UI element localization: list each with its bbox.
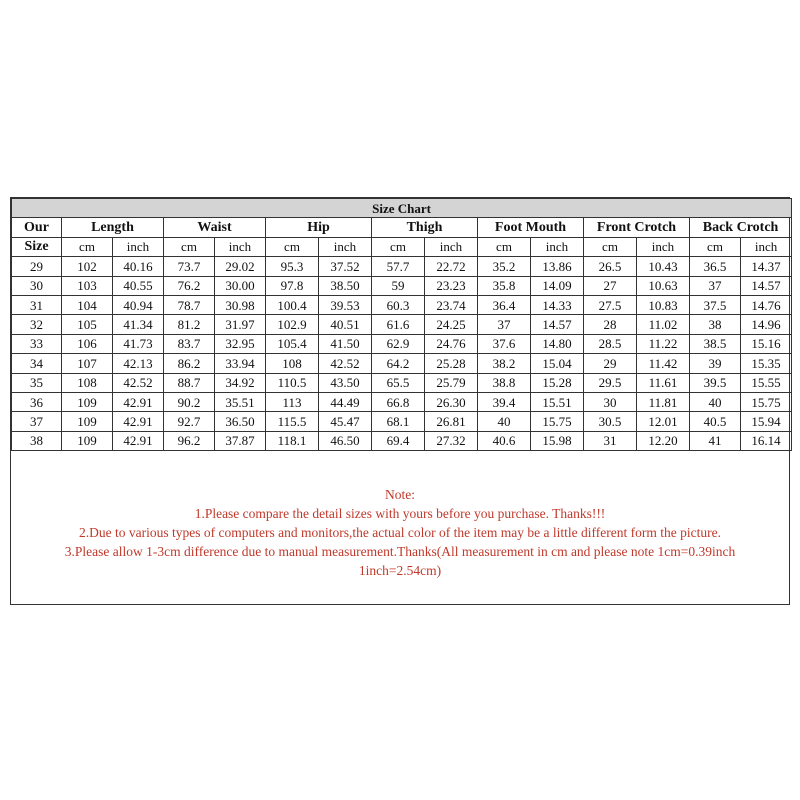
measurement-cell: 37.87 [215,431,266,450]
measurement-cell: 15.28 [531,373,584,392]
measurement-cell: 31 [584,431,637,450]
measurement-cell: 100.4 [266,295,319,314]
measurement-cell: 65.5 [372,373,425,392]
measurement-cell: 34.92 [215,373,266,392]
table-row [12,431,792,450]
measurement-cell: 57.7 [372,257,425,276]
measurement-cell: 15.75 [741,392,792,411]
unit-cm: cm [690,237,741,256]
measurement-cell: 37 [690,276,741,295]
unit-cm: cm [372,237,425,256]
measurement-cell: 61.6 [372,315,425,334]
measurement-cell: 11.61 [637,373,690,392]
measurement-cell: 41 [690,431,741,450]
measurement-cell: 27.5 [584,295,637,314]
measurement-cell: 42.91 [113,392,164,411]
measurement-cell: 11.42 [637,354,690,373]
measurement-cell: 39.5 [690,373,741,392]
size-cell: 34 [12,354,62,373]
header-length: Length [62,218,164,237]
unit-cm: cm [62,237,113,256]
measurement-cell: 10.43 [637,257,690,276]
measurement-cell: 68.1 [372,412,425,431]
measurement-cell: 81.2 [164,315,215,334]
measurement-cell: 40.94 [113,295,164,314]
measurement-cell: 27 [584,276,637,295]
measurement-cell: 14.09 [531,276,584,295]
measurement-cell: 97.8 [266,276,319,295]
measurement-cell: 73.7 [164,257,215,276]
measurement-cell: 109 [62,412,113,431]
measurement-cell: 15.35 [741,354,792,373]
unit-inch: inch [113,237,164,256]
measurement-cell: 35.51 [215,392,266,411]
measurement-cell: 15.55 [741,373,792,392]
measurement-cell: 90.2 [164,392,215,411]
measurement-cell: 36.4 [478,295,531,314]
measurement-cell: 83.7 [164,334,215,353]
unit-cm: cm [478,237,531,256]
measurement-cell: 30.5 [584,412,637,431]
unit-cm: cm [164,237,215,256]
measurement-cell: 105.4 [266,334,319,353]
measurement-cell: 38 [690,315,741,334]
measurement-cell: 22.72 [425,257,478,276]
measurement-cell: 27.32 [425,431,478,450]
measurement-cell: 66.8 [372,392,425,411]
measurement-cell: 29.5 [584,373,637,392]
measurement-cell: 31.97 [215,315,266,334]
measurement-cell: 16.14 [741,431,792,450]
measurement-cell: 108 [266,354,319,373]
measurement-cell: 40.5 [690,412,741,431]
measurement-cell: 106 [62,334,113,353]
table-row [12,334,792,353]
measurement-cell: 115.5 [266,412,319,431]
measurement-cell: 108 [62,373,113,392]
measurement-cell: 40.55 [113,276,164,295]
measurement-cell: 40.6 [478,431,531,450]
header-foot-mouth: Foot Mouth [478,218,584,237]
measurement-cell: 30.00 [215,276,266,295]
measurement-cell: 102.9 [266,315,319,334]
measurement-cell: 78.7 [164,295,215,314]
measurement-cell: 10.83 [637,295,690,314]
measurement-cell: 35.2 [478,257,531,276]
note-line-4: 1inch=2.54cm) [358,563,442,578]
measurement-cell: 40.51 [319,315,372,334]
measurement-cell: 37 [478,315,531,334]
table-row [12,412,792,431]
measurement-cell: 28.5 [584,334,637,353]
measurement-cell: 29 [584,354,637,373]
measurement-cell: 43.50 [319,373,372,392]
measurement-cell: 44.49 [319,392,372,411]
measurement-cell: 26.30 [425,392,478,411]
table-row [12,354,792,373]
unit-cm: cm [266,237,319,256]
measurement-cell: 42.13 [113,354,164,373]
measurement-cell: 42.91 [113,412,164,431]
measurement-cell: 15.98 [531,431,584,450]
measurement-cell: 25.79 [425,373,478,392]
measurement-cell: 12.01 [637,412,690,431]
measurement-cell: 14.37 [741,257,792,276]
measurement-cell: 14.80 [531,334,584,353]
measurement-cell: 38.50 [319,276,372,295]
measurement-cell: 88.7 [164,373,215,392]
measurement-cell: 37.5 [690,295,741,314]
header-waist: Waist [164,218,266,237]
measurement-cell: 23.23 [425,276,478,295]
unit-inch: inch [319,237,372,256]
measurement-cell: 39 [690,354,741,373]
table-row [12,257,792,276]
measurement-cell: 38.8 [478,373,531,392]
measurement-cell: 33.94 [215,354,266,373]
note-heading: Note: [385,487,415,502]
measurement-cell: 36.5 [690,257,741,276]
note-line-1: 1.Please compare the detail sizes with yours before you purchase. Thanks!!! [194,506,606,521]
measurement-cell: 40 [478,412,531,431]
measurement-cell: 39.53 [319,295,372,314]
size-cell: 35 [12,373,62,392]
measurement-cell: 104 [62,295,113,314]
measurement-cell: 38.2 [478,354,531,373]
measurement-cell: 15.51 [531,392,584,411]
size-cell: 32 [12,315,62,334]
measurement-cell: 26.5 [584,257,637,276]
measurement-cell: 11.81 [637,392,690,411]
measurement-cell: 45.47 [319,412,372,431]
table-row [12,373,792,392]
measurement-cell: 14.57 [531,315,584,334]
table-row [12,315,792,334]
measurement-cell: 41.50 [319,334,372,353]
measurement-cell: 24.25 [425,315,478,334]
note-section [11,485,789,580]
size-cell: 38 [12,431,62,450]
header-hip: Hip [266,218,372,237]
measurement-cell: 15.04 [531,354,584,373]
note-line-2: 2.Due to various types of computers and monitors,the actual color of the item may be a little different form the picture. [79,525,721,540]
measurement-cell: 36.50 [215,412,266,431]
measurement-cell: 24.76 [425,334,478,353]
header-thigh: Thigh [372,218,478,237]
measurement-cell: 15.16 [741,334,792,353]
unit-inch: inch [741,237,792,256]
measurement-cell: 42.52 [319,354,372,373]
measurement-cell: 28 [584,315,637,334]
measurement-cell: 15.75 [531,412,584,431]
measurement-cell: 30 [584,392,637,411]
size-label: Size [12,237,62,256]
table-row [12,276,792,295]
measurement-cell: 13.86 [531,257,584,276]
measurement-cell: 29.02 [215,257,266,276]
our-size-label: Our [12,218,62,237]
size-cell: 36 [12,392,62,411]
measurement-cell: 12.20 [637,431,690,450]
measurement-cell: 64.2 [372,354,425,373]
measurement-cell: 86.2 [164,354,215,373]
measurement-cell: 113 [266,392,319,411]
measurement-cell: 32.95 [215,334,266,353]
table-row [12,392,792,411]
measurement-cell: 69.4 [372,431,425,450]
size-cell: 29 [12,257,62,276]
measurement-cell: 41.34 [113,315,164,334]
measurement-cell: 37.6 [478,334,531,353]
measurement-cell: 40.16 [113,257,164,276]
size-chart-table [11,198,792,451]
header-front-crotch: Front Crotch [584,218,690,237]
measurement-cell: 96.2 [164,431,215,450]
measurement-cell: 46.50 [319,431,372,450]
note-line-3: 3.Please allow 1-3cm difference due to manual measurement.Thanks(All measurement in cm and please note 1cm=0.39inch [64,544,736,559]
measurement-cell: 11.02 [637,315,690,334]
measurement-cell: 102 [62,257,113,276]
measurement-cell: 42.91 [113,431,164,450]
unit-inch: inch [215,237,266,256]
measurement-cell: 59 [372,276,425,295]
measurement-cell: 40 [690,392,741,411]
measurement-cell: 95.3 [266,257,319,276]
measurement-cell: 10.63 [637,276,690,295]
size-cell: 37 [12,412,62,431]
size-cell: 30 [12,276,62,295]
measurement-cell: 14.96 [741,315,792,334]
measurement-cell: 14.57 [741,276,792,295]
measurement-cell: 37.52 [319,257,372,276]
measurement-cell: 62.9 [372,334,425,353]
measurement-cell: 76.2 [164,276,215,295]
header-back-crotch: Back Crotch [690,218,792,237]
measurement-cell: 23.74 [425,295,478,314]
measurement-cell: 11.22 [637,334,690,353]
measurement-cell: 105 [62,315,113,334]
measurement-cell: 30.98 [215,295,266,314]
unit-inch: inch [531,237,584,256]
measurement-cell: 60.3 [372,295,425,314]
measurement-cell: 39.4 [478,392,531,411]
measurement-cell: 118.1 [266,431,319,450]
measurement-cell: 38.5 [690,334,741,353]
measurement-cell: 15.94 [741,412,792,431]
unit-inch: inch [637,237,690,256]
measurement-cell: 109 [62,431,113,450]
measurement-cell: 107 [62,354,113,373]
unit-inch: inch [425,237,478,256]
measurement-cell: 26.81 [425,412,478,431]
size-chart-title: Size Chart [12,199,792,218]
measurement-cell: 103 [62,276,113,295]
measurement-cell: 14.76 [741,295,792,314]
measurement-cell: 110.5 [266,373,319,392]
measurement-cell: 14.33 [531,295,584,314]
unit-cm: cm [584,237,637,256]
size-cell: 33 [12,334,62,353]
measurement-cell: 35.8 [478,276,531,295]
table-row [12,295,792,314]
size-chart-frame [10,197,790,605]
measurement-cell: 42.52 [113,373,164,392]
measurement-cell: 25.28 [425,354,478,373]
size-cell: 31 [12,295,62,314]
measurement-cell: 41.73 [113,334,164,353]
measurement-cell: 109 [62,392,113,411]
measurement-cell: 92.7 [164,412,215,431]
